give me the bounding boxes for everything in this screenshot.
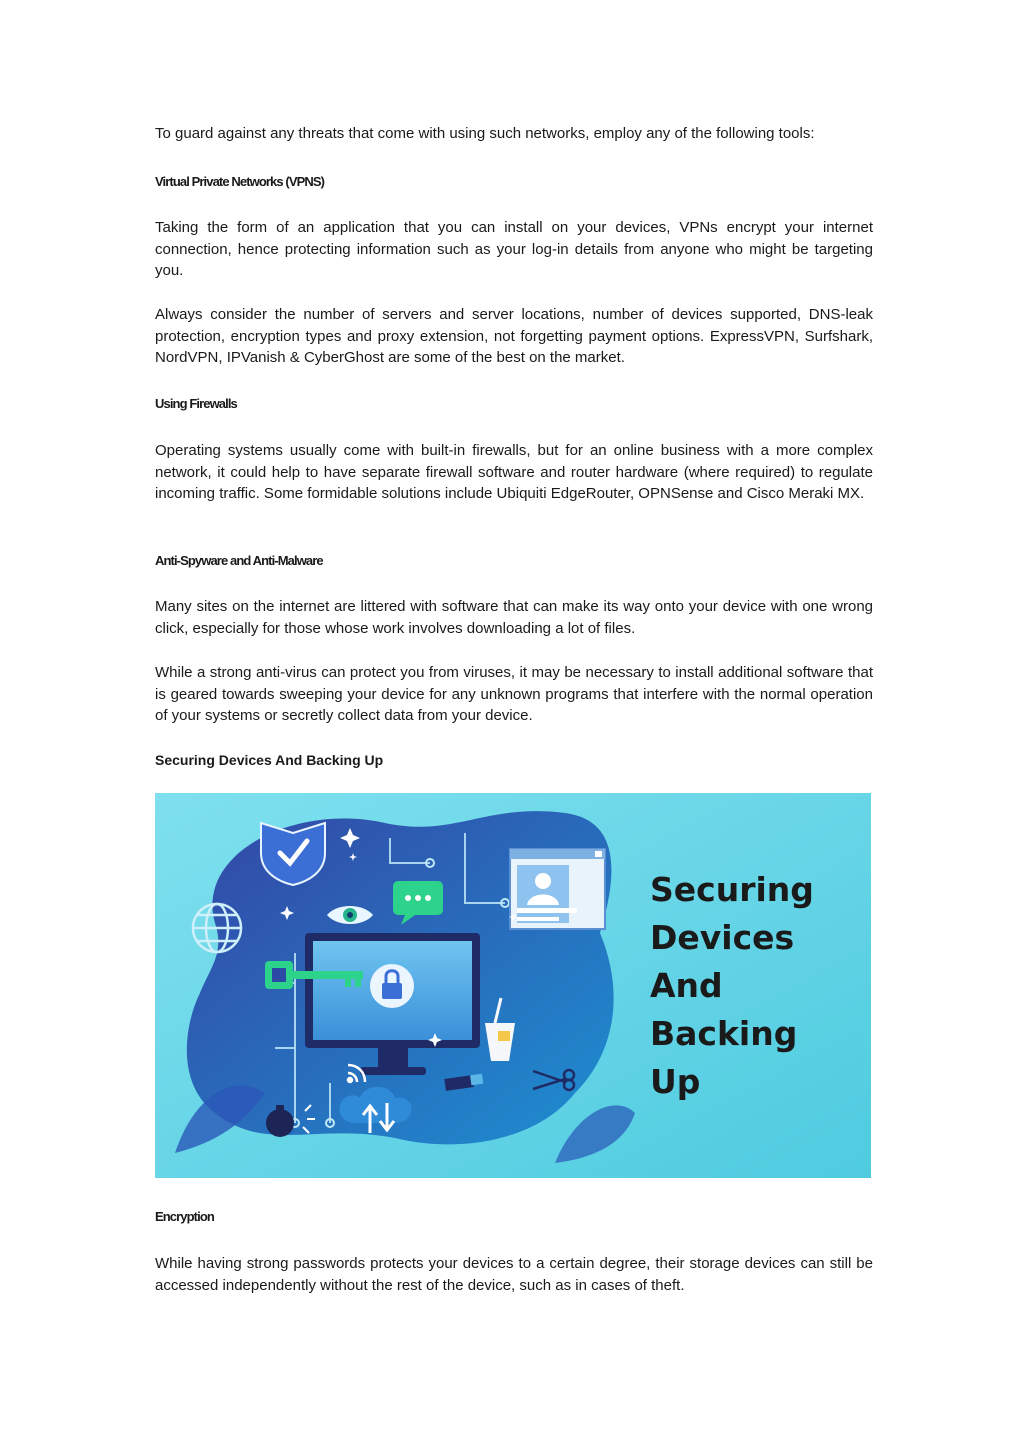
paragraph-vpn-1: Taking the form of an application that you can install on your devices, VPNs encrypt your internet connection, hence protecting information such as your log-in details from anyone who might be targeting you. [155, 219, 873, 279]
heading-firewalls: Using Firewalls [155, 396, 237, 411]
heading-antispyware: Anti-Spyware and Anti-Malware [155, 553, 323, 568]
heading-vpn: Virtual Private Networks (VPNS) [155, 174, 325, 189]
paragraph-encryption: While having strong passwords protects your devices to a certain degree, their storage devices can still be accessed independently without the rest of the device, such as in cases of theft. [155, 1255, 873, 1294]
paragraph-antispyware-1: Many sites on the internet are littered with software that can make its way onto your device with one wrong click, especially for those whose work involves downloading a lot of files. [155, 598, 873, 637]
title-line-1: Securing [650, 870, 814, 909]
securing-illustration [155, 793, 871, 1178]
title-line-4: Backing [650, 1014, 798, 1053]
title-line-5: Up [650, 1062, 701, 1101]
intro-paragraph: To guard against any threats that come with using such networks, employ any of the following tools: [155, 125, 815, 142]
heading-encryption: Encryption [155, 1209, 214, 1224]
title-line-2: Devices [650, 918, 795, 957]
paragraph-firewalls: Operating systems usually come with built-in firewalls, but for an online business with a more complex network, it could help to have separate firewall software and router hardware (where required) to regulate incoming traffic. Some formidable solutions include Ubiquiti EdgeRouter, OPNSense and Cisco Meraki MX. [155, 442, 873, 502]
paragraph-vpn-2: Always consider the number of servers and server locations, number of devices supported, DNS-leak protection, encryption types and proxy extension, not forgetting payment options. ExpressVPN, Surfshark, NordVPN, IPVanish & CyberGhost are some of the best on the market. [155, 306, 873, 366]
user-profile-icon [510, 849, 605, 929]
heading-securing: Securing Devices And Backing Up [155, 752, 384, 768]
title-line-3: And [650, 966, 723, 1005]
paragraph-antispyware-2: While a strong anti-virus can protect you from viruses, it may be necessary to install additional software that is geared towards sweeping your device for any unknown programs that interfere with the normal operation of your systems or secretly collect data from your device. [155, 664, 873, 724]
